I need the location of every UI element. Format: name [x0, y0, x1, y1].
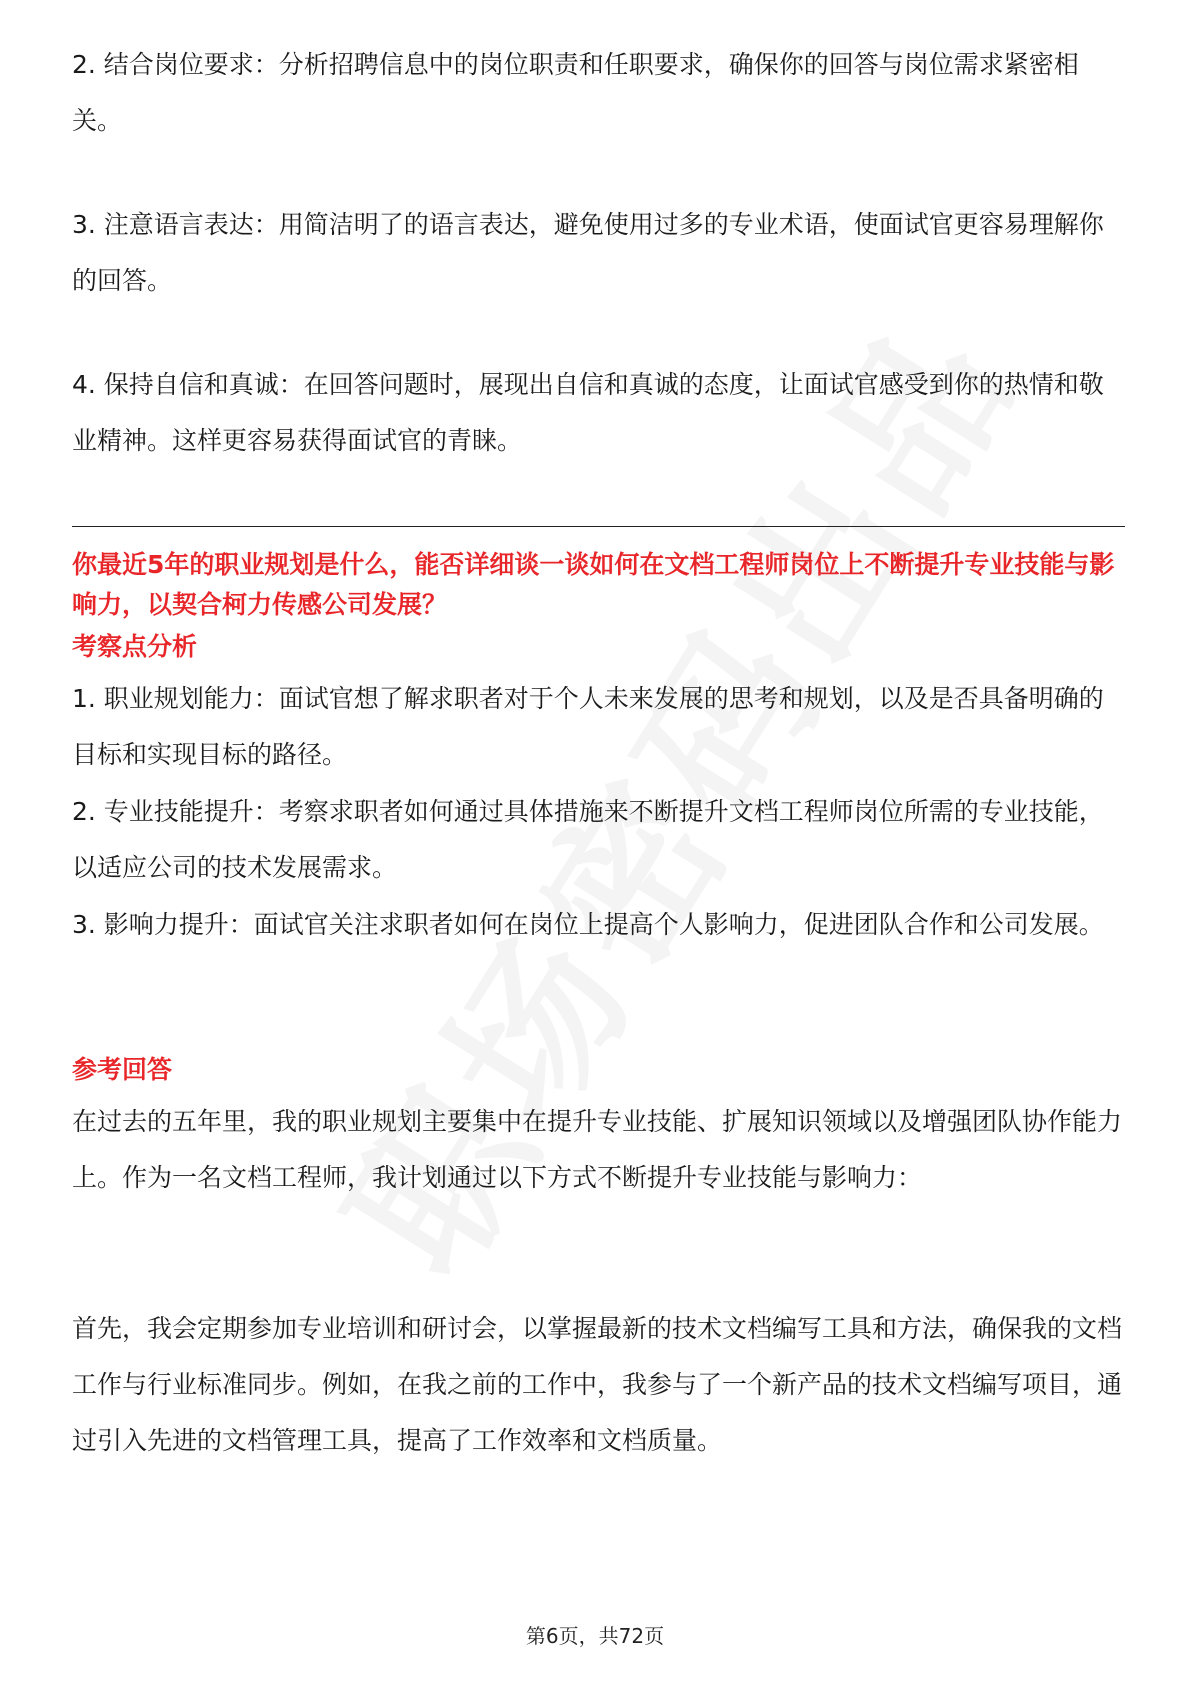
analysis-heading: 考察点分析 — [72, 632, 198, 661]
tip-paragraph: 4. 保持自信和真诚：在回答问题时，展现出自信和真诚的态度，让面试官感受到你的热情和敬业精神。这样更容易获得面试官的青睐。 — [72, 370, 1104, 455]
answer-paragraph: 首先，我会定期参加专业培训和研讨会，以掌握最新的技术文档编写工具和方法，确保我的文档工作与行业标准同步。例如，在我之前的工作中，我参与了一个新产品的技术文档编写项目，通过引入先进的文档管理工具，提高了工作效率和文档质量。 — [72, 1314, 1123, 1455]
section-divider — [72, 526, 1125, 527]
analysis-point: 1. 职业规划能力：面试官想了解求职者对于个人未来发展的思考和规划，以及是否具备明确的目标和实现目标的路径。 — [72, 684, 1104, 769]
interview-question: 你最近5年的职业规划是什么，能否详细谈一谈如何在文档工程师岗位上不断提升专业技能与影响力，以契合柯力传感公司发展？ — [72, 550, 1115, 619]
tip-paragraph: 2. 结合岗位要求：分析招聘信息中的岗位职责和任职要求，确保你的回答与岗位需求紧密相关。 — [72, 50, 1079, 135]
tip-paragraph: 3. 注意语言表达：用简洁明了的语言表达，避免使用过多的专业术语，使面试官更容易理解你的回答。 — [72, 210, 1104, 295]
analysis-point: 3. 影响力提升：面试官关注求职者如何在岗位上提高个人影响力，促进团队合作和公司发展。 — [72, 910, 1104, 939]
answer-paragraph: 在过去的五年里，我的职业规划主要集中在提升专业技能、扩展知识领域以及增强团队协作能力上。作为一名文档工程师，我计划通过以下方式不断提升专业技能与影响力： — [72, 1107, 1123, 1192]
answer-heading: 参考回答 — [72, 1055, 173, 1084]
page-footer: 第6页，共72页 — [525, 1624, 665, 1648]
analysis-point: 2. 专业技能提升：考察求职者如何通过具体措施来不断提升文档工程师岗位所需的专业技能，以适应公司的技术发展需求。 — [72, 797, 1104, 882]
